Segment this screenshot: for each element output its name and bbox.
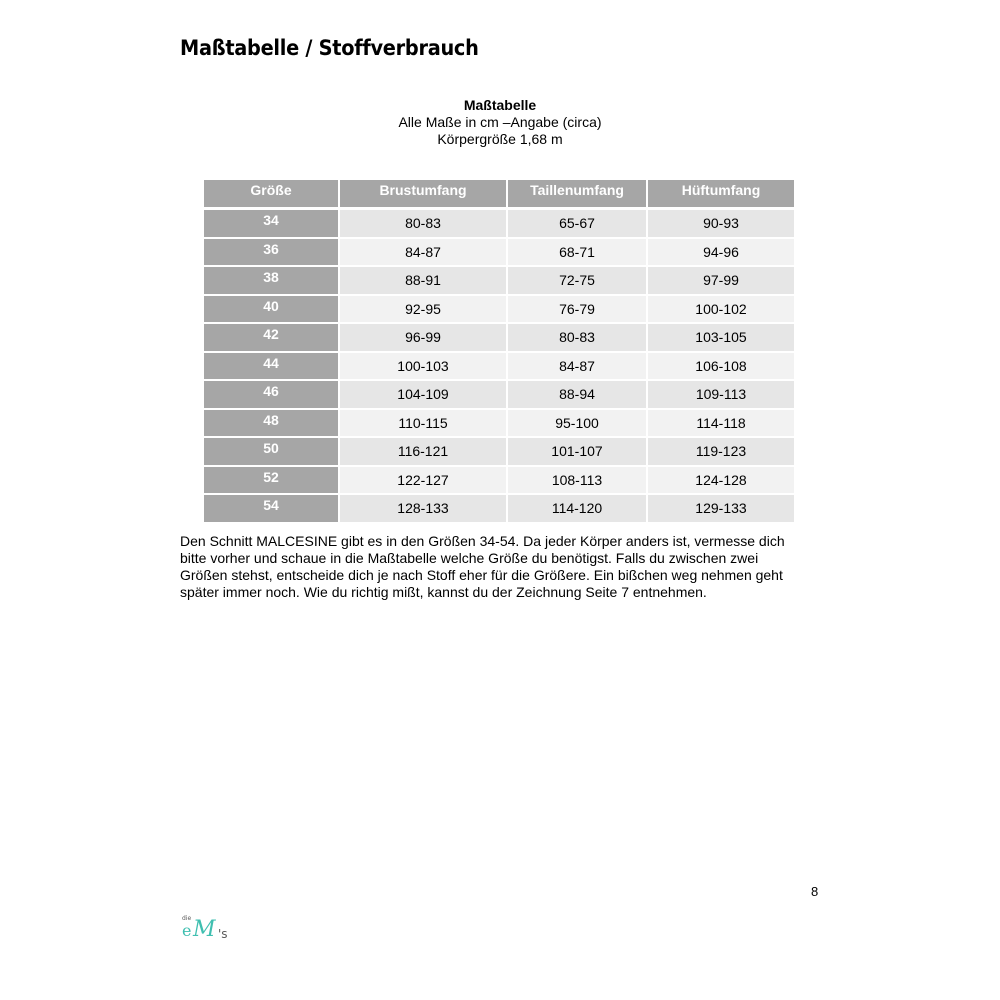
- body-line: Größen stehst, entscheide dich je nach Stoff eher für die Größere. Ein bißchen weg nehmen geht: [180, 567, 783, 583]
- logo-text-small: die: [182, 915, 192, 922]
- cell-taillenumfang: 95-100: [507, 409, 647, 438]
- brand-logo: [180, 912, 234, 942]
- cell-taillenumfang: 76-79: [507, 295, 647, 324]
- table-row: [204, 266, 795, 295]
- cell-taillenumfang: 80-83: [507, 323, 647, 352]
- cell-brustumfang: 104-109: [339, 380, 507, 409]
- header-size: Größe: [204, 180, 339, 209]
- cell-taillenumfang: 72-75: [507, 266, 647, 295]
- table-row: [204, 409, 795, 438]
- table-caption-height: Körpergröße 1,68 m: [437, 131, 563, 147]
- cell-brustumfang: 96-99: [339, 323, 507, 352]
- table-row: [204, 209, 795, 238]
- header-huefte: Hüftumfang: [647, 180, 795, 209]
- cell-brustumfang: 116-121: [339, 437, 507, 466]
- cell-hueftumfang: 124-128: [647, 466, 795, 495]
- cell-taillenumfang: 101-107: [507, 437, 647, 466]
- cell-hueftumfang: 94-96: [647, 238, 795, 267]
- header-brust: Brustumfang: [339, 180, 507, 209]
- cell-size: 38: [204, 266, 339, 295]
- page-title: Maßtabelle / Stoffverbrauch: [180, 36, 479, 60]
- body-line: bitte vorher und schaue in die Maßtabelle welche Größe du benötigst. Falls du zwischen zwei: [180, 550, 759, 566]
- cell-size: 50: [204, 437, 339, 466]
- table-caption-units: Alle Maße in cm –Angabe (circa): [398, 114, 602, 130]
- cell-size: 40: [204, 295, 339, 324]
- cell-taillenumfang: 65-67: [507, 209, 647, 238]
- cell-size: 48: [204, 409, 339, 438]
- logo-text-m: M: [193, 917, 216, 942]
- cell-size: 46: [204, 380, 339, 409]
- logo-text-e: e: [182, 921, 192, 940]
- size-table: [204, 180, 796, 524]
- table-row: [204, 466, 795, 495]
- cell-hueftumfang: 114-118: [647, 409, 795, 438]
- cell-taillenumfang: 114-120: [507, 494, 647, 523]
- cell-brustumfang: 128-133: [339, 494, 507, 523]
- table-body: [204, 209, 795, 523]
- table-row: [204, 295, 795, 324]
- cell-size: 34: [204, 209, 339, 238]
- cell-taillenumfang: 84-87: [507, 352, 647, 381]
- cell-hueftumfang: 119-123: [647, 437, 795, 466]
- table-row: [204, 380, 795, 409]
- cell-taillenumfang: 68-71: [507, 238, 647, 267]
- cell-size: 54: [204, 494, 339, 523]
- cell-taillenumfang: 108-113: [507, 466, 647, 495]
- cell-hueftumfang: 97-99: [647, 266, 795, 295]
- cell-brustumfang: 110-115: [339, 409, 507, 438]
- page-number: 8: [811, 884, 819, 899]
- table-row: [204, 323, 795, 352]
- cell-hueftumfang: 100-102: [647, 295, 795, 324]
- logo-text-s: 's: [218, 927, 228, 941]
- cell-hueftumfang: 109-113: [647, 380, 795, 409]
- cell-taillenumfang: 88-94: [507, 380, 647, 409]
- body-text: [180, 533, 820, 601]
- cell-size: 36: [204, 238, 339, 267]
- cell-size: 52: [204, 466, 339, 495]
- cell-size: 44: [204, 352, 339, 381]
- cell-brustumfang: 100-103: [339, 352, 507, 381]
- table-header-row: [204, 180, 795, 209]
- table-caption: [300, 97, 700, 148]
- cell-hueftumfang: 129-133: [647, 494, 795, 523]
- cell-brustumfang: 122-127: [339, 466, 507, 495]
- table-row: [204, 494, 795, 523]
- table-caption-title: Maßtabelle: [463, 97, 537, 113]
- body-line: später immer noch. Wie du richtig mißt, kannst du der Zeichnung Seite 7 entnehmen.: [180, 584, 707, 600]
- table-row: [204, 238, 795, 267]
- cell-hueftumfang: 103-105: [647, 323, 795, 352]
- body-line: Den Schnitt MALCESINE gibt es in den Größen 34-54. Da jeder Körper anders ist, vermesse dich: [180, 533, 785, 549]
- cell-hueftumfang: 90-93: [647, 209, 795, 238]
- cell-brustumfang: 84-87: [339, 238, 507, 267]
- cell-size: 42: [204, 323, 339, 352]
- cell-brustumfang: 92-95: [339, 295, 507, 324]
- header-taille: Taillenumfang: [507, 180, 647, 209]
- cell-brustumfang: 88-91: [339, 266, 507, 295]
- table-row: [204, 352, 795, 381]
- cell-brustumfang: 80-83: [339, 209, 507, 238]
- cell-hueftumfang: 106-108: [647, 352, 795, 381]
- table-row: [204, 437, 795, 466]
